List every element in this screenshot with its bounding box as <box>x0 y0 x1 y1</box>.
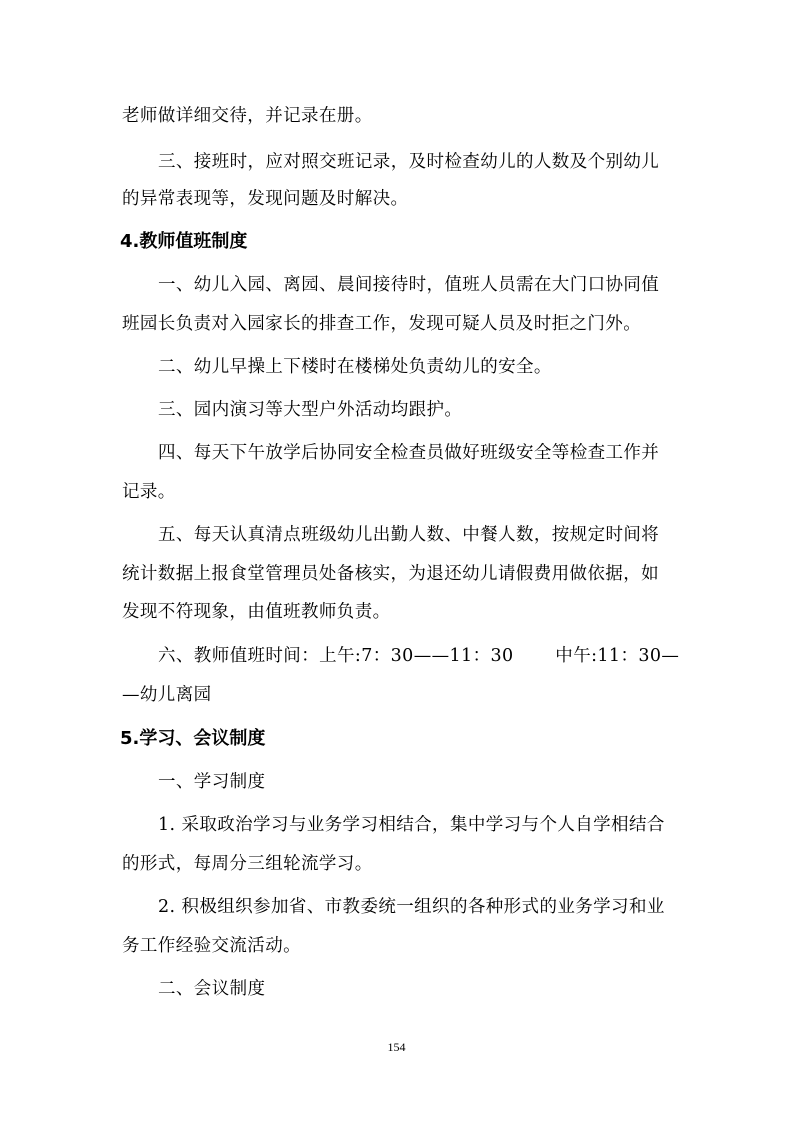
text-line: 记录。 <box>122 482 176 502</box>
text-line: 2. 积极组织参加省、市教委统一组织的各种形式的业务学习和业 <box>158 897 665 917</box>
page-number: 154 <box>387 1040 406 1054</box>
text-line: 班园长负责对入园家长的排查工作，发现可疑人员及时拒之门外。 <box>122 314 642 334</box>
section-heading-4: 4.教师值班制度 <box>120 231 248 252</box>
text-line: 五、每天认真清点班级幼儿出勤人数、中餐人数，按规定时间将 <box>158 525 660 545</box>
text-line: 三、接班时，应对照交班记录，及时检查幼儿的人数及个别幼儿 <box>158 152 660 172</box>
text-line: 的形式，每周分三组轮流学习。 <box>122 854 373 874</box>
text-line: 六、教师值班时间：上午:7：30——11：30 中午:11：30— <box>158 646 680 666</box>
text-line: 1. 采取政治学习与业务学习相结合，集中学习与个人自学相结合 <box>158 815 665 835</box>
text-line: 统计数据上报食堂管理员处备核实，为退还幼儿请假费用做依据，如 <box>122 564 659 584</box>
text-line: 三、园内演习等大型户外活动均跟护。 <box>158 400 463 420</box>
text-line: 发现不符现象，由值班教师负责。 <box>122 602 391 622</box>
section-heading-5: 5.学习、会议制度 <box>120 728 266 749</box>
text-line: 四、每天下午放学后协同安全检查员做好班级安全等检查工作并 <box>158 443 660 463</box>
text-line: 的异常表现等，发现问题及时解决。 <box>122 189 409 209</box>
text-line: 一、幼儿入园、离园、晨间接待时，值班人员需在大门口协同值 <box>158 275 660 295</box>
text-line: 务工作经验交流活动。 <box>122 936 301 956</box>
text-line: 二、会议制度 <box>158 979 266 999</box>
text-line: 老师做详细交待，并记录在册。 <box>122 106 373 126</box>
text-line: —幼儿离园 <box>122 685 212 705</box>
text-line: 一、学习制度 <box>158 772 266 792</box>
text-line: 二、幼儿早操上下楼时在楼梯处负责幼儿的安全。 <box>158 357 552 377</box>
